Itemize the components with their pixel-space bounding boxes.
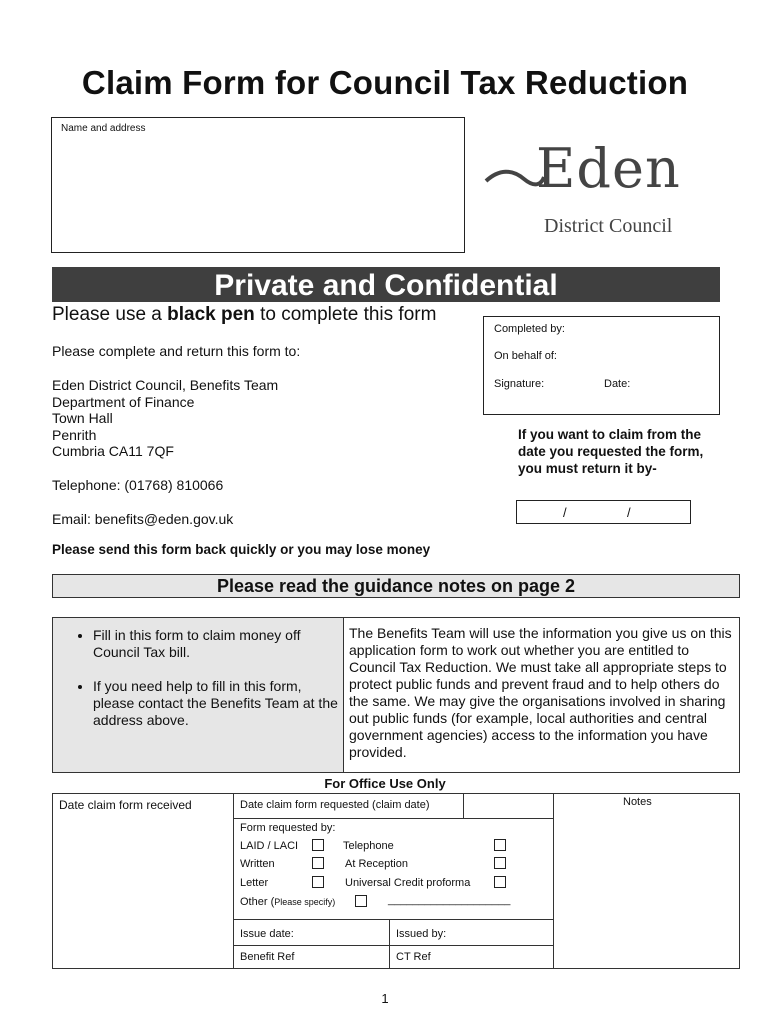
send-warning: Please send this form back quickly or you may lose money — [52, 542, 431, 557]
letter-label: Letter — [240, 877, 269, 889]
completed-by-label: Completed by: — [494, 323, 565, 335]
telephone-line: Telephone: (01768) 810066 — [52, 477, 224, 493]
notes-label: Notes — [623, 796, 652, 808]
claim-deadline-text: If you want to claim from the date you requested the form, you must return it by- — [518, 427, 704, 476]
date-requested-label: Date claim form requested (claim date) — [240, 799, 430, 811]
info-bullets — [53, 618, 344, 772]
laid-label: LAID / LACI — [240, 840, 299, 852]
address-block: Eden District Council, Benefits Team Department of Finance Town Hall Penrith Cumbria CA11 7QF — [52, 377, 279, 459]
name-address-box[interactable] — [51, 117, 465, 253]
telephone-label: Telephone — [343, 840, 394, 852]
info-box — [52, 617, 740, 773]
logo-swoosh-icon — [484, 159, 544, 199]
reception-label: At Reception — [345, 858, 408, 870]
name-address-label: Name and address — [61, 123, 146, 134]
issue-date-label: Issue date: — [240, 928, 294, 940]
written-checkbox[interactable] — [312, 857, 324, 872]
email-line: Email: benefits@eden.gov.uk — [52, 511, 234, 527]
office-use-table — [52, 793, 740, 969]
return-intro: Please complete and return this form to: — [52, 343, 301, 359]
return-date-field[interactable]: / / — [516, 500, 691, 524]
page-title: Claim Form for Council Tax Reduction — [81, 64, 689, 101]
other-line[interactable]: ____________________ — [388, 894, 511, 906]
office-use-title: For Office Use Only — [324, 776, 446, 791]
on-behalf-label: On behalf of: — [494, 350, 557, 362]
benefit-ref-label: Benefit Ref — [240, 951, 295, 963]
issued-by-label: Issued by: — [396, 928, 447, 940]
form-requested-label: Form requested by: — [240, 822, 336, 834]
logo-subtitle: District Council — [544, 215, 673, 237]
eden-logo — [484, 137, 714, 245]
uc-checkbox[interactable] — [494, 876, 506, 891]
uc-label: Universal Credit proforma — [345, 877, 471, 889]
written-label: Written — [240, 858, 275, 870]
signature-label: Signature: — [494, 378, 545, 390]
bullet-item: • If you need help to fill in this form, please contact the Benefits Team at the address above. — [93, 678, 343, 729]
bullet-item: • Fill in this form to claim money off Council Tax bill. — [93, 627, 343, 661]
completed-by-box[interactable] — [483, 316, 720, 415]
laid-checkbox[interactable] — [312, 839, 324, 854]
reception-checkbox[interactable] — [494, 857, 506, 872]
other-label: Other (Please specify) — [240, 896, 336, 908]
date-received-label: Date claim form received — [59, 798, 192, 812]
guidance-heading: Please read the guidance notes on page 2 — [52, 574, 740, 598]
page-number: 1 — [381, 991, 389, 1006]
ct-ref-label: CT Ref — [396, 951, 431, 963]
date-label: Date: — [604, 378, 631, 390]
letter-checkbox[interactable] — [312, 876, 324, 891]
private-banner: Private and Confidential — [52, 267, 720, 302]
logo-eden-text: Eden — [536, 137, 681, 200]
other-checkbox[interactable] — [355, 895, 367, 910]
info-paragraph: The Benefits Team will use the information you give us on this application form to work out whether you are entitled to Council Tax Reduction. We must take all appropriate steps to protect public funds and prevent fraud and to help others do the same. We may give the organisations involved in sharing out public funds (for example, local authorities and central government agencies) access to the information you have provided. — [349, 625, 732, 760]
telephone-checkbox[interactable] — [494, 839, 506, 854]
pen-instruction: Please use a black pen to complete this form — [52, 304, 437, 325]
